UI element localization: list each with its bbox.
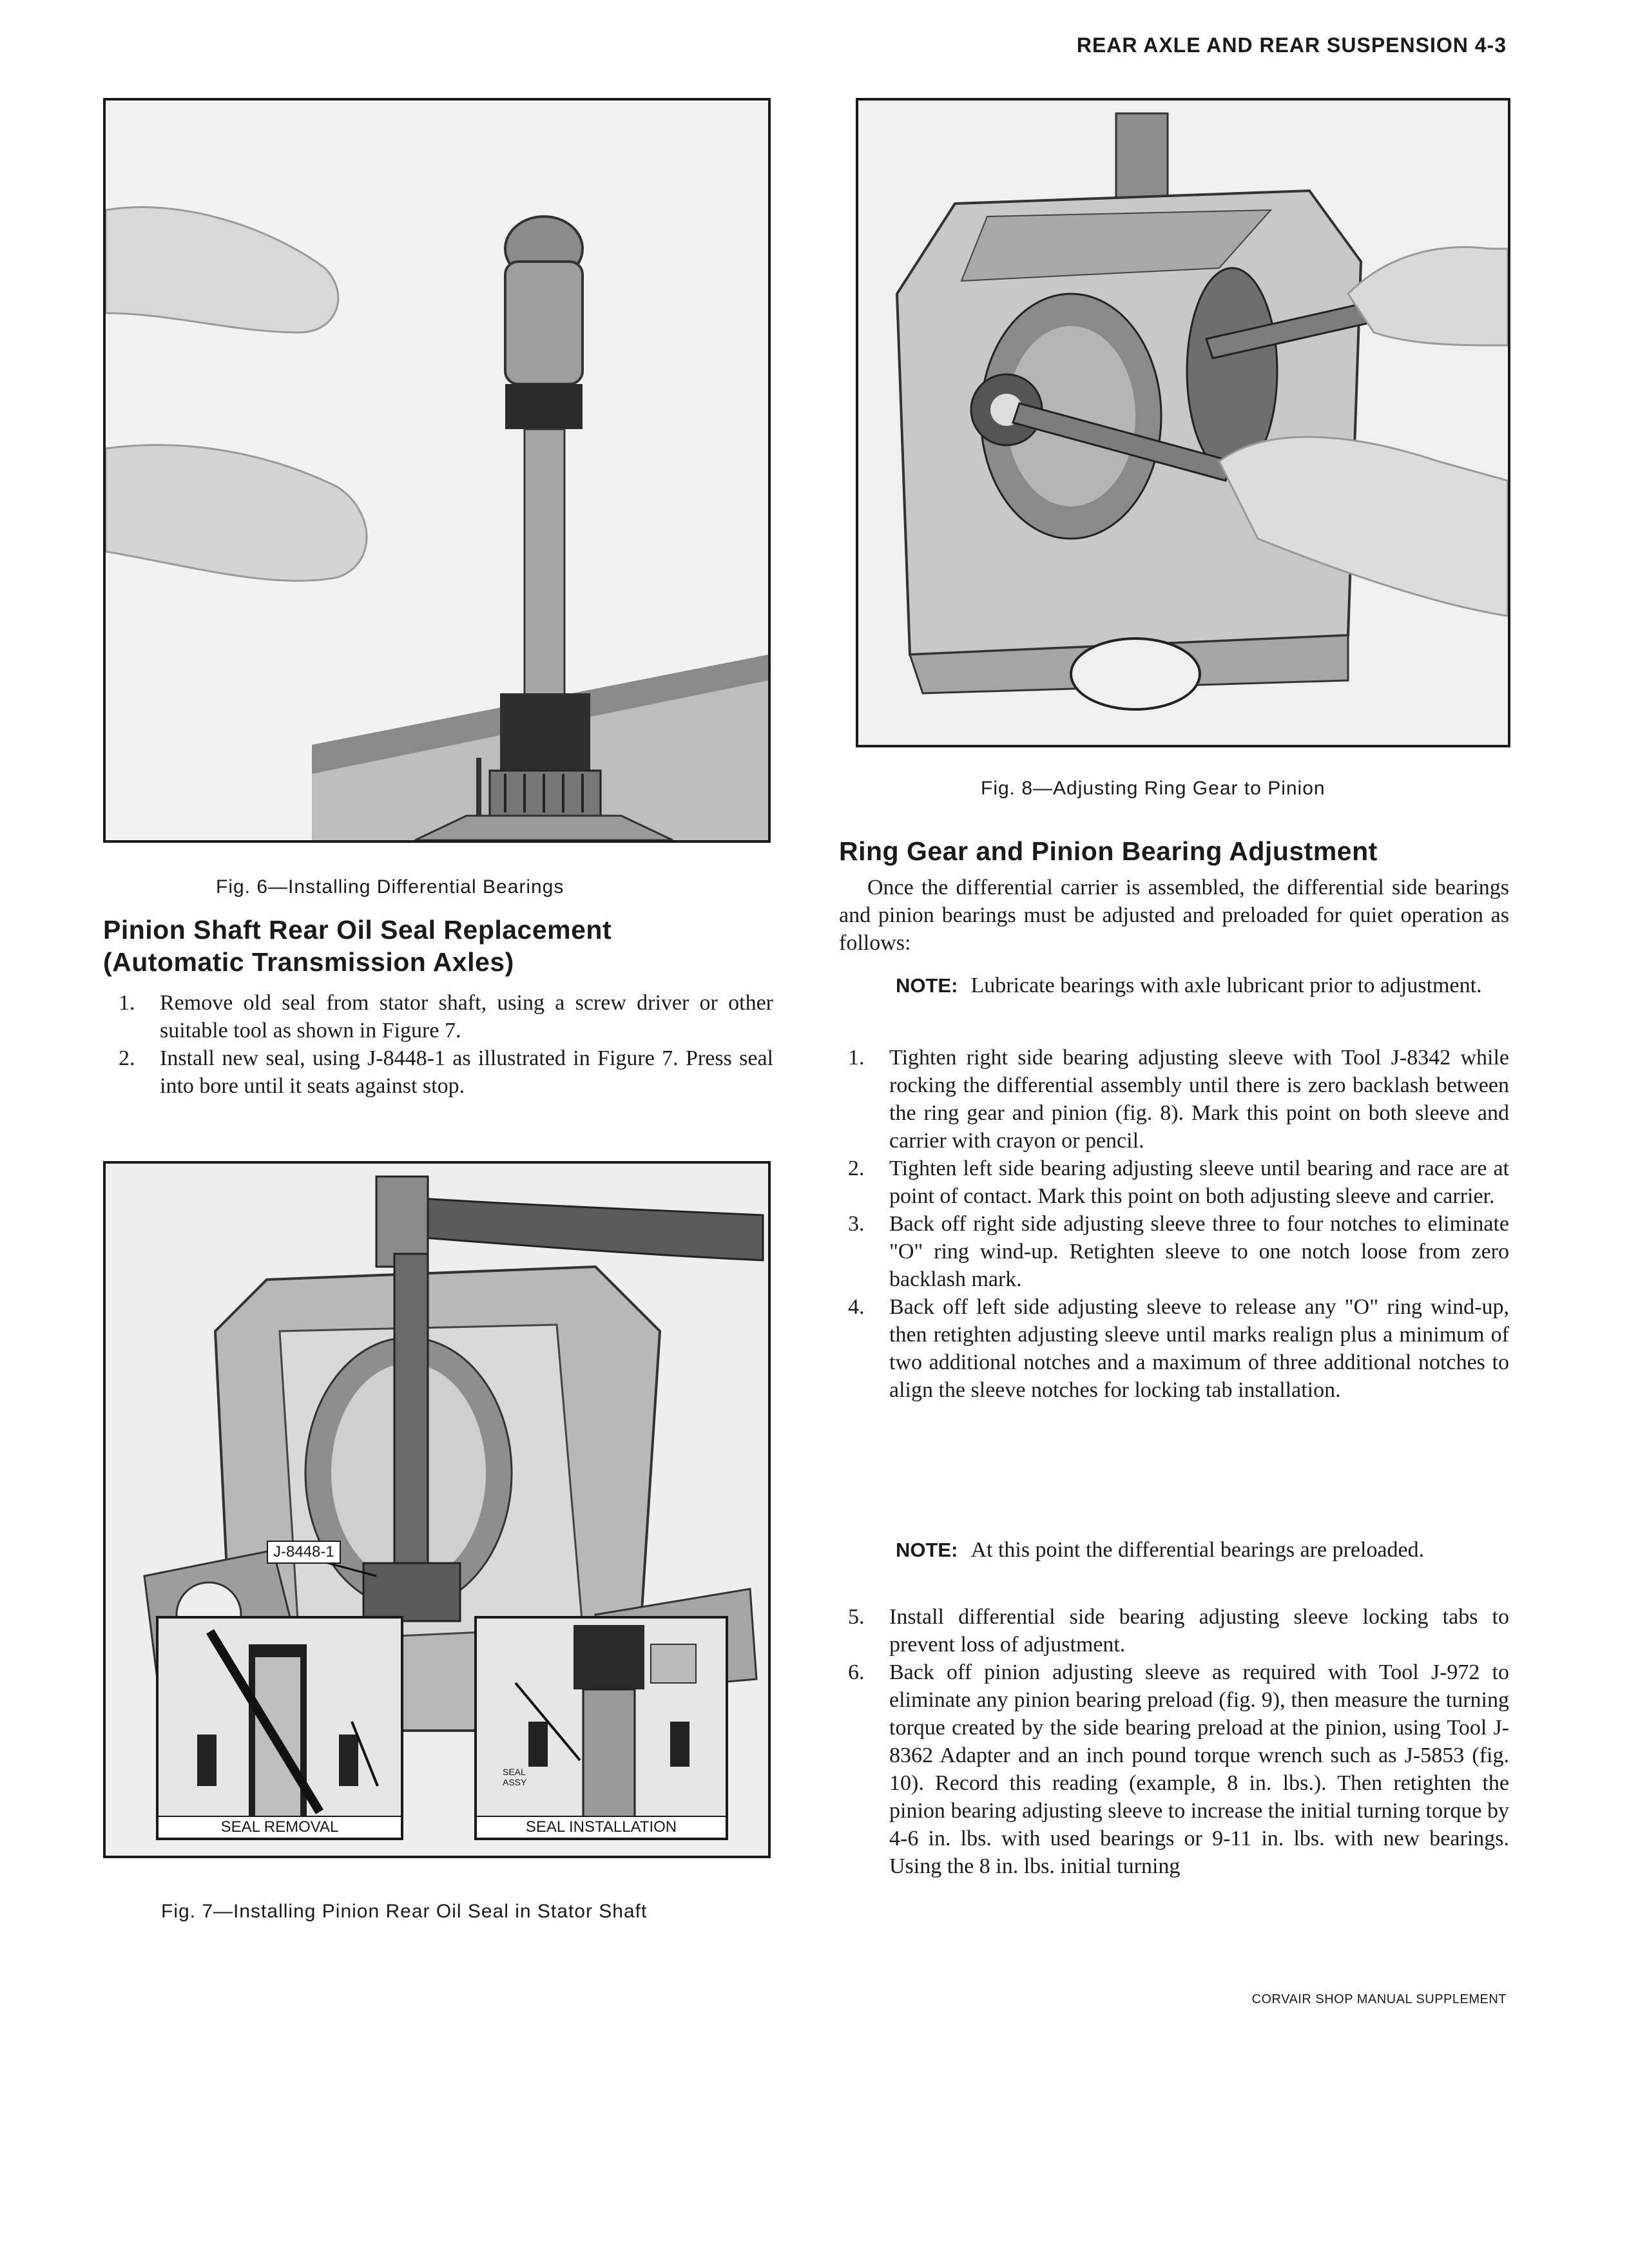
list-item (839, 1603, 1509, 1658)
list-item (110, 989, 773, 1044)
note-2-label: NOTE: (896, 1539, 958, 1561)
step-number: 2. (119, 1046, 135, 1070)
step-text: Back off left side adjusting sleeve to release any "O" ring wind-up, then retighten adjusting sleeve until marks realign plus a minimum of two additional notches and a maximum of three additional notches to align the sleeve notches for locking tab installation. (889, 1295, 1509, 1402)
left-section-heading (103, 914, 767, 978)
seal-installation-inset (474, 1616, 728, 1840)
step-number: 5. (848, 1605, 865, 1629)
figure-8-image (856, 98, 1510, 747)
step-text: Install differential side bearing adjusting sleeve locking tabs to prevent loss of adjustment. (889, 1605, 1509, 1657)
step-text: Install new seal, using J-8448-1 as illustrated in Figure 7. Press seal into bore until it seats against stop. (160, 1046, 773, 1098)
right-intro-paragraph: Once the differential carrier is assembled, the differential side bearings and pinion bearings must be adjusted and preloaded for quiet operation as follows: (839, 876, 1509, 955)
step-text: Back off pinion adjusting sleeve as required with Tool J-972 to eliminate any pinion bearing preload (fig. 9), then measure the turning torque created by the side bearing preload at the pinion, using Tool J-8362 Adapter and an inch pound torque wrench such as J-5853 (fig. 10). Record this reading (example, 8 in. lbs.). Then retighten the pinion bearing adjusting sleeve to increase the initial turning torque by 4-6 in. lbs. with used bearings or 9-11 in. lbs. with new bearings. Using the 8 in. lbs. initial turning (889, 1660, 1509, 1878)
figure-6-caption: Fig. 6—Installing Differential Bearings (216, 876, 564, 898)
list-item (839, 1293, 1509, 1404)
tool-callout-label: J-8448-1 (267, 1541, 341, 1564)
seal-installation-diagram (477, 1619, 726, 1838)
step-number: 2. (848, 1157, 865, 1180)
left-section-heading-line2: (Automatic Transmission Axles) (103, 947, 514, 977)
note-1-label: NOTE: (896, 974, 958, 997)
seal-assy-label: SEAL ASSY (503, 1767, 527, 1787)
right-section-heading: Ring Gear and Pinion Bearing Adjustment (839, 836, 1378, 866)
list-item (839, 1044, 1509, 1155)
note-1-text: Lubricate bearings with axle lubricant prior to adjustment. (970, 974, 1482, 997)
seal-removal-label: SEAL REMOVAL (159, 1816, 401, 1838)
left-steps-list (110, 989, 773, 1100)
note-2-text: At this point the differential bearings are preloaded. (970, 1538, 1425, 1562)
list-item (110, 1044, 773, 1100)
step-number: 1. (848, 1046, 865, 1070)
step-text: Back off right side adjusting sleeve three to four notches to eliminate "O" ring wind-up. Retighten sleeve to one notch loose from zero backlash mark. (889, 1212, 1509, 1291)
figure-8-caption: Fig. 8—Adjusting Ring Gear to Pinion (981, 778, 1325, 799)
right-steps-list-b (839, 1603, 1509, 1880)
right-steps-list-a (839, 1044, 1509, 1404)
ring-gear-adjustment-illustration (858, 101, 1508, 745)
step-number: 4. (848, 1295, 865, 1319)
step-text: Tighten left side bearing adjusting sleeve until bearing and race are at point of contact. Mark this point on both adjusting sleeve and carrier. (889, 1157, 1509, 1208)
seal-installation-label: SEAL INSTALLATION (477, 1816, 726, 1838)
hammer-bearing-illustration (106, 101, 768, 840)
step-text: Remove old seal from stator shaft, using a screw driver or other suitable tool as shown in Figure 7. (160, 991, 773, 1043)
step-number: 6. (848, 1660, 865, 1684)
figure-7-image (103, 1161, 771, 1858)
list-item (839, 1155, 1509, 1210)
seal-removal-diagram (159, 1619, 401, 1838)
list-item (839, 1210, 1509, 1293)
step-number: 1. (119, 991, 135, 1015)
running-head: REAR AXLE AND REAR SUSPENSION 4-3 (1076, 34, 1507, 57)
note-1 (896, 972, 1501, 999)
step-number: 3. (848, 1212, 865, 1236)
list-item (839, 1658, 1509, 1880)
left-section-heading-line1: Pinion Shaft Rear Oil Seal Replacement (103, 915, 612, 945)
figure-7-caption: Fig. 7—Installing Pinion Rear Oil Seal in Stator Shaft (161, 1901, 648, 1922)
step-text: Tighten right side bearing adjusting sleeve with Tool J-8342 while rocking the differential assembly until there is zero backlash between the ring gear and pinion (fig. 8). Mark this point on both sleeve and carrier with crayon or pencil. (889, 1046, 1509, 1153)
seal-removal-inset (156, 1616, 403, 1840)
page-footer: CORVAIR SHOP MANUAL SUPPLEMENT (1251, 1992, 1507, 2006)
figure-6-image (103, 98, 771, 843)
note-2 (896, 1536, 1476, 1564)
